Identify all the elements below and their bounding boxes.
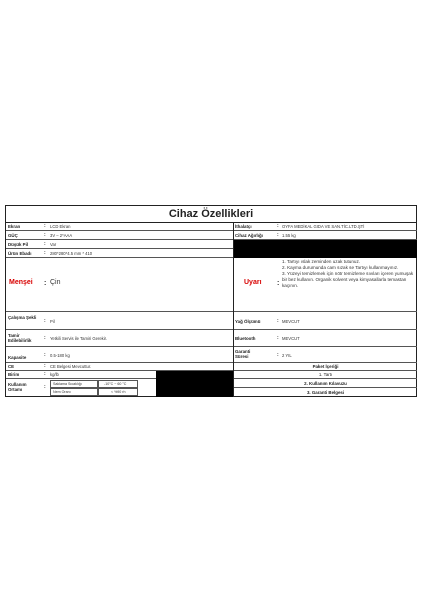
ekran-value: LCD Ekran [50,224,71,229]
yag-olcumu-label: Yağ Ölçümü [235,319,261,324]
calisma-sekli-label: Çalışma Şekli [8,315,37,320]
uyari-line: 2. Kayma durumunda cam sızak se Tartıyı kullanmayınız. [282,265,399,270]
row-tamir [6,330,233,347]
ce-label: CE [8,364,15,369]
device-spec-sheet [5,205,417,397]
cihaz-agirligi-label: Cihaz Ağırlığı [235,233,263,238]
kullanim-ortami-label: Kullanım Ortamı [8,382,27,392]
row-paket-item [234,379,417,388]
colon: : [44,241,46,247]
storage-temp-name: Saklama Sıcaklığı [53,382,82,386]
row-ekran [6,223,233,231]
guc-value: 3V – 2*AAA [50,233,73,238]
mensei-value: Çin [50,279,61,286]
guc-label: GÜÇ [8,233,18,238]
colon: : [44,335,46,341]
redaction-block [234,240,417,258]
redaction-block [156,371,233,397]
humidity-name-cell [50,388,98,396]
row-guc [6,231,233,240]
ithalatci-value: OYFA MEDİKAL GIDA VE SAN.TİC.LTD.ŞTİ [282,224,365,229]
colon: : [44,384,46,390]
birim-value: kg/lb [50,372,59,377]
duyuk-pil-label: Düşük Pil [8,242,29,247]
row-calisma-sekli [6,312,233,330]
row-uyari [234,258,417,312]
humidity-value: < %90 rh [111,390,126,394]
paket-item: 2. Kullanım Kılavuzu [304,381,347,386]
row-ithalatci [234,223,417,231]
colon: : [277,232,279,238]
kapasite-label: Kapasite [8,355,27,360]
paket-item: 3. Garanti Belgesi [306,390,345,395]
duyuk-pil-value: Var [50,242,57,247]
humidity-name: Nem Oranı [53,390,71,394]
colon: : [277,223,279,229]
cihaz-agirligi-value: 1.55 kg [282,233,296,238]
humidity-value-cell [98,388,138,396]
kapasite-value: 0.5-180 kg [50,353,70,358]
colon: : [44,318,46,324]
row-garanti [234,347,417,363]
storage-temp-name-cell [50,380,98,388]
storage-temp-value: -10°C ~ 60 °C [104,382,127,386]
sheet-title: Cihaz Özellikleri [6,206,416,223]
urun-ebadi-value: 280*280*4.5 mm * 410 [50,251,93,256]
uyari-label: Uyarı [244,279,262,286]
colon: : [277,335,279,341]
colon: : [44,250,46,256]
bluetooth-label: Bluetooth [235,336,256,341]
colon: : [44,352,46,358]
mensei-label: Menşei [9,279,33,286]
row-duyuk-pil [6,240,233,249]
paket-item: 1. Tartı [318,372,333,377]
urun-ebadi-label: Ürün Ebadı [8,251,32,256]
ekran-label: Ekran [8,224,21,229]
yag-olcumu-value: MEVCUT [282,319,300,324]
uyari-line: 1. Tartıyı ıslak zeminden uzak tutunuz. [282,259,361,264]
paket-label: Paket İçeriği [312,364,339,369]
row-urun-ebadi [6,249,233,258]
colon: : [277,280,280,287]
colon: : [277,352,279,358]
birim-label: Birim [8,372,20,377]
row-cihaz-agirligi [234,231,417,240]
ce-value: CE Belgesi Mevcuttur. [50,364,92,369]
colon: : [44,363,46,369]
ithalatci-label: İthalatçı [235,224,252,229]
colon: : [277,318,279,324]
garanti-label: Garanti Süresi [235,349,251,359]
colon: : [44,371,46,377]
row-ce [6,363,233,371]
tamir-label: Tamir Edilebilirlik [8,333,32,343]
uyari-list [282,259,414,289]
bluetooth-value: MEVCUT [282,336,300,341]
storage-temp-value-cell [98,380,138,388]
row-paket-item [234,371,417,379]
row-paket-item [234,388,417,397]
colon: : [44,223,46,229]
row-kapasite [6,347,233,363]
colon: : [44,232,46,238]
row-yag-olcumu [234,312,417,330]
tamir-value: Yetkili Servis ile Tamiri Gerekir. [50,336,108,341]
row-bluetooth [234,330,417,347]
calisma-sekli-value: Pil [50,319,55,324]
garanti-value: 2 YIL [282,353,292,358]
uyari-line: 3. Yüzeyi temizlemek için nötr temizleme sıvıları içeren yumuşak bir bez kullanın. Organik solvent veya kimyasallarla temastan kaçının. [282,271,414,288]
row-mensei [6,258,233,312]
colon: : [44,280,47,287]
